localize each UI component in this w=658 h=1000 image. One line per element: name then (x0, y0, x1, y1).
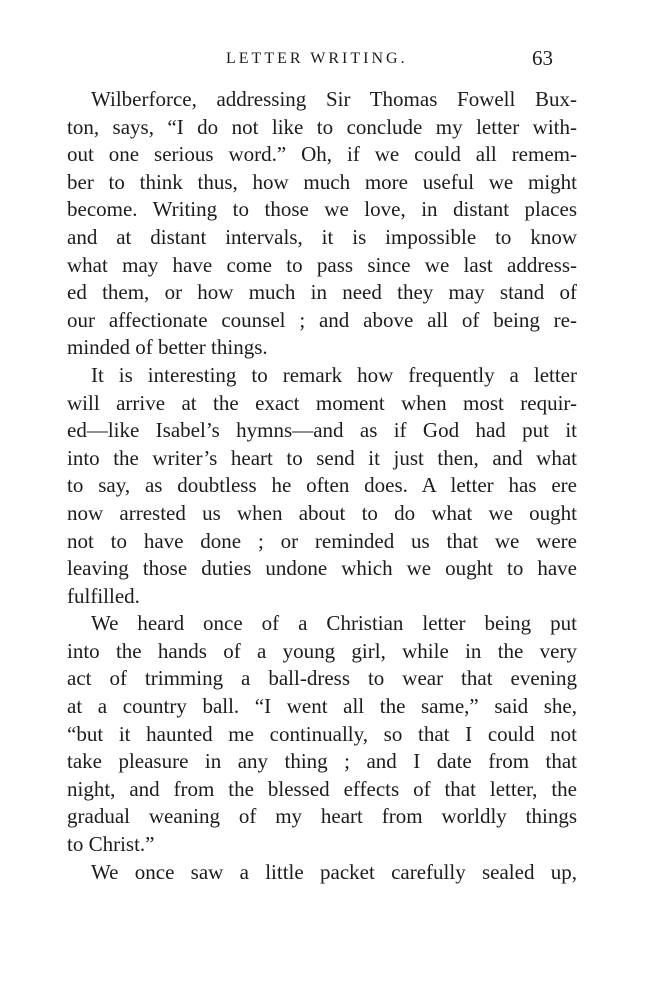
text-line: into the writer’s heart to send it just then, and what (67, 445, 577, 470)
body-text (67, 86, 577, 886)
text-line: to Christ.” (67, 832, 155, 857)
text-line: We once saw a little packet carefully sealed up, (91, 859, 577, 884)
text-line: to say, as doubtless he often does. A letter has ere (67, 473, 577, 498)
text-line: act of trimming a ball-dress to wear that evening (67, 666, 577, 691)
text-line: night, and from the blessed effects of that letter, the (67, 776, 577, 801)
text-line: will arrive at the exact moment when most requir- (67, 390, 577, 415)
page-header (0, 46, 658, 76)
text-line: ton, says, “I do not like to conclude my letter with- (67, 114, 577, 139)
text-line: become. Writing to those we love, in distant places (67, 197, 577, 222)
text-line: ed—like Isabel’s hymns—and as if God had put it (67, 418, 577, 443)
text-line: ed them, or how much in need they may stand of (67, 280, 577, 305)
text-line: We heard once of a Christian letter being put (91, 611, 577, 636)
text-line: at a country ball. “I went all the same,” said she, (67, 694, 577, 719)
text-line: leaving those duties undone which we ought to have (67, 556, 577, 581)
text-line: out one serious word.” Oh, if we could all remem- (67, 142, 577, 167)
text-line: fulfilled. (67, 583, 140, 608)
text-line: now arrested us when about to do what we ought (67, 500, 577, 525)
text-line: take pleasure in any thing ; and I date from that (67, 749, 577, 774)
text-line: our affectionate counsel ; and above all of being re- (67, 307, 577, 332)
text-line: into the hands of a young girl, while in the very (67, 638, 577, 663)
running-head: LETTER WRITING. (226, 50, 408, 67)
page-number: 63 (532, 46, 553, 70)
text-line: not to have done ; or reminded us that we were (67, 528, 577, 553)
text-line: and at distant intervals, it is impossible to know (67, 224, 577, 249)
text-line: gradual weaning of my heart from worldly things (67, 804, 577, 829)
text-line: Wilberforce, addressing Sir Thomas Fowell Bux- (91, 87, 577, 111)
text-line: “but it haunted me continually, so that I could not (67, 721, 577, 746)
text-line: what may have come to pass since we last address- (67, 252, 577, 277)
text-line: minded of better things. (67, 335, 268, 360)
text-line: ber to think thus, how much more useful we might (67, 169, 577, 194)
text-line: It is interesting to remark how frequently a letter (91, 362, 577, 387)
